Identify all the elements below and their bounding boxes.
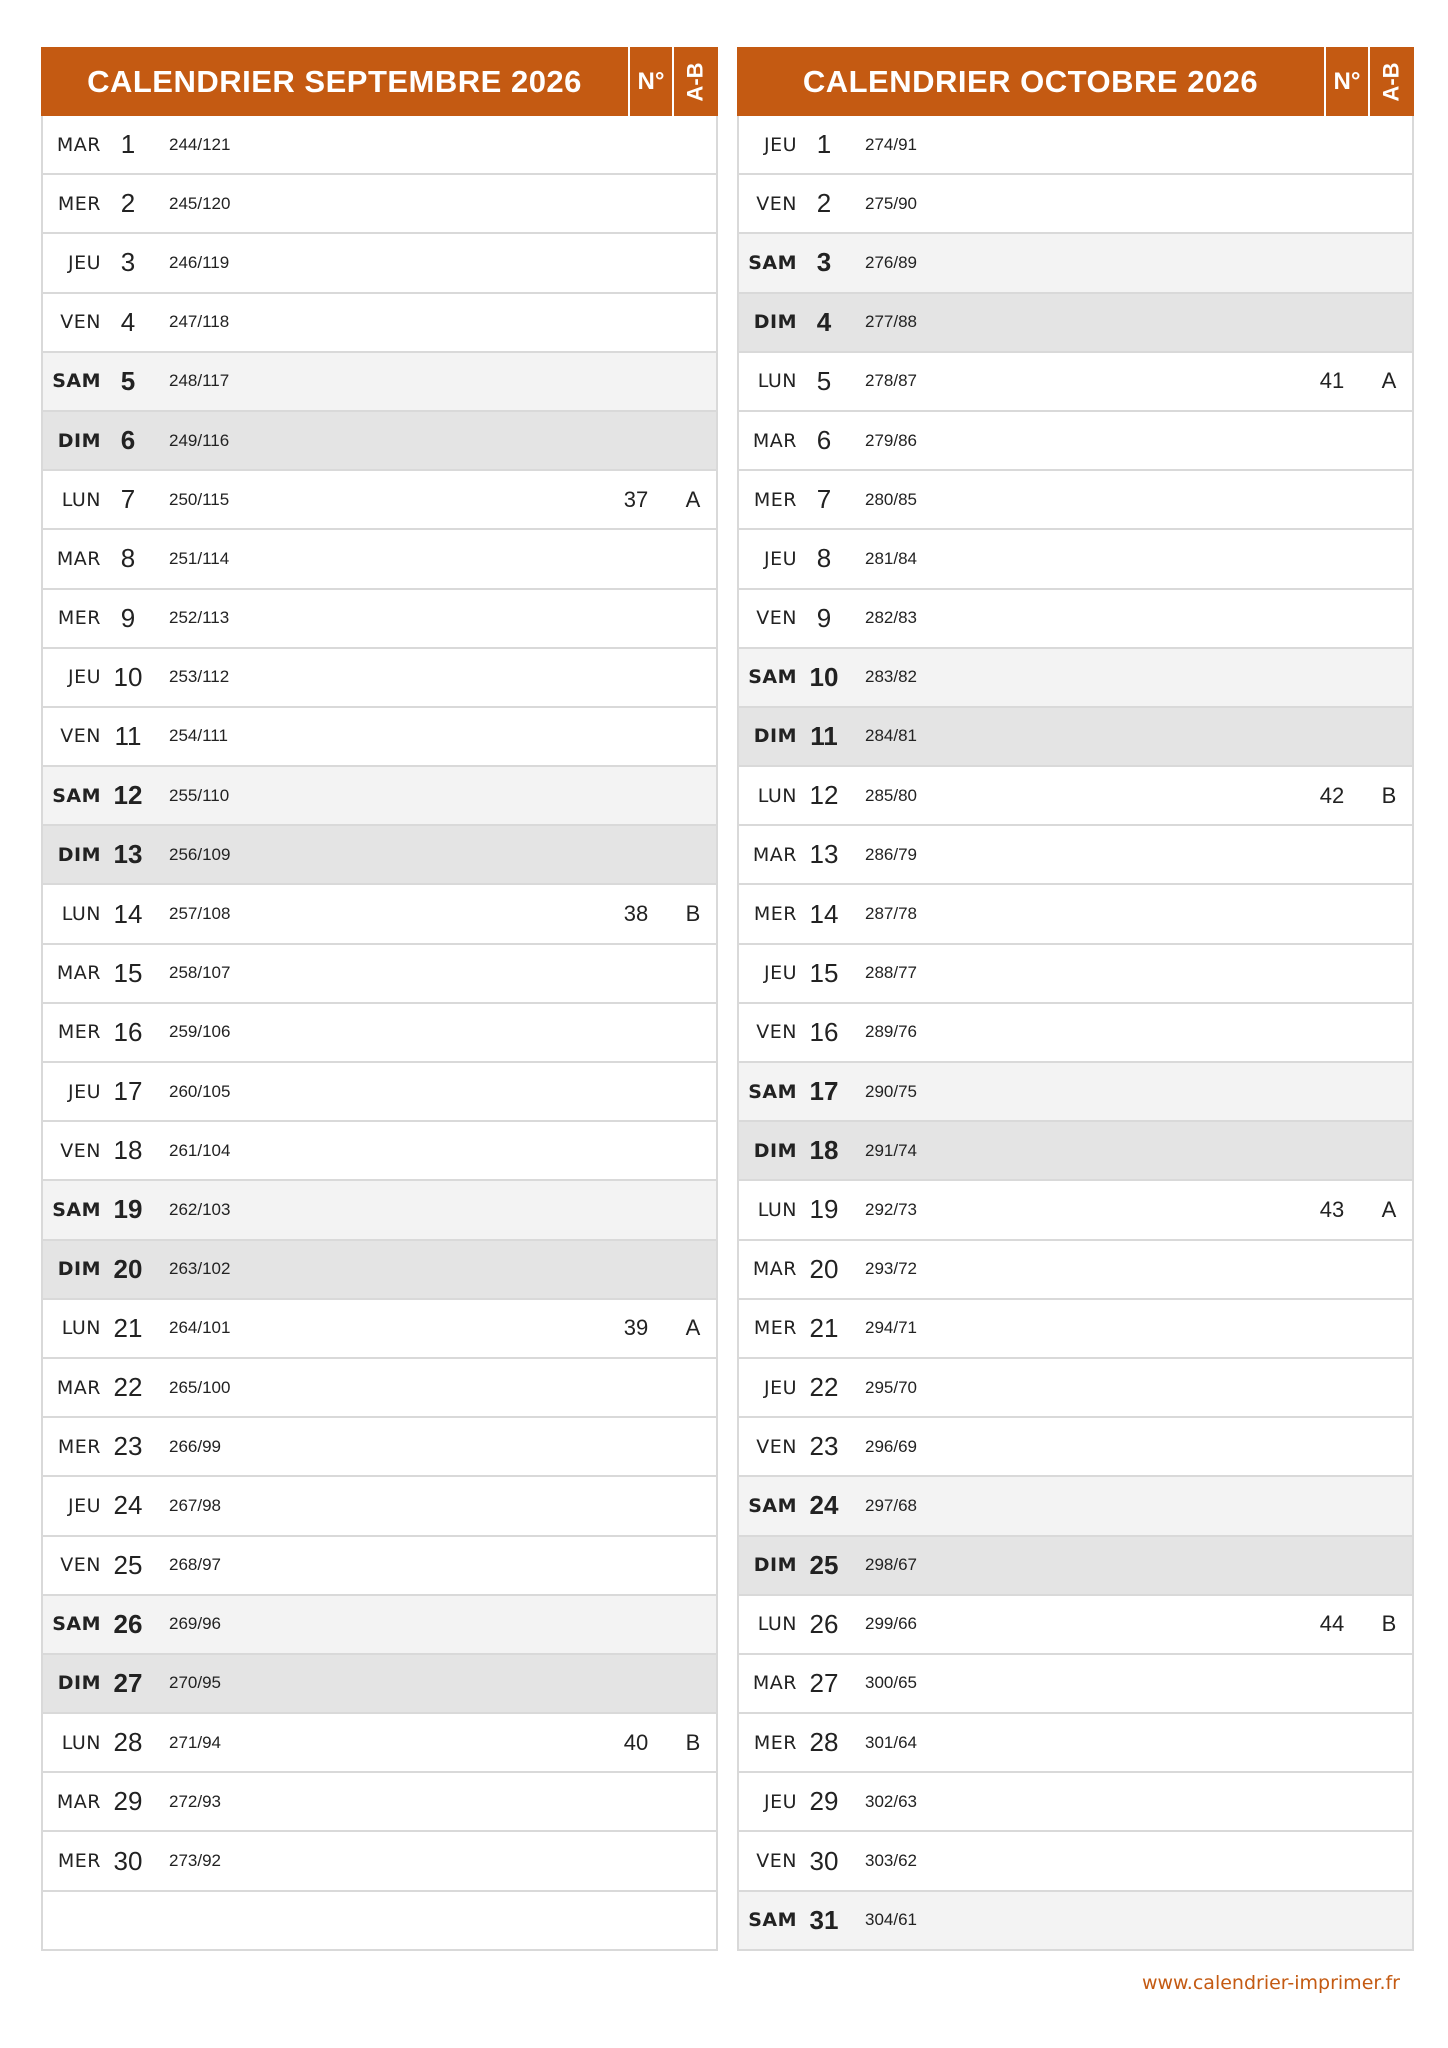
day-row [43,945,716,1004]
day-number: 9 [816,602,832,633]
day-number: 29 [113,1786,143,1817]
weekday-label: MER [57,1850,101,1873]
day-row [43,1892,716,1951]
day-number: 17 [113,1076,143,1107]
week-number: 41 [1319,368,1345,394]
day-row [43,1832,716,1891]
day-of-year: 263/102 [169,1259,231,1279]
weekday-label: VEN [756,1850,797,1873]
day-row [739,530,1412,589]
day-number: 27 [809,1667,839,1698]
day-row [739,1596,1412,1655]
weekday-label: LUN [61,488,101,511]
day-number: 11 [114,720,142,751]
day-row [739,1655,1412,1714]
weekday-label: VEN [756,192,797,215]
weekday-label: MER [57,1435,101,1458]
day-of-year: 249/116 [169,430,230,450]
day-row [739,412,1412,471]
day-row [43,1004,716,1063]
day-number: 7 [120,484,136,515]
weekday-label: LUN [757,370,797,393]
day-row [43,1359,716,1418]
calendar-title: CALENDRIER OCTOBRE 2026 [802,63,1259,99]
day-of-year: 254/111 [169,726,228,746]
day-row [739,1359,1412,1418]
day-of-year: 248/117 [169,371,230,391]
day-number: 24 [809,1490,839,1521]
day-number: 17 [809,1076,839,1107]
day-of-year: 246/119 [169,252,230,272]
day-row [43,412,716,471]
day-of-year: 280/85 [865,489,917,509]
weekday-label: VEN [756,607,797,630]
ab-week: B [1381,782,1397,808]
day-of-year: 281/84 [865,548,917,568]
weekday-label: LUN [61,1731,101,1754]
day-of-year: 282/83 [865,608,917,628]
weekday-label: JEU [763,1790,797,1813]
day-rows [737,116,1414,1951]
weekday-label: SAM [748,666,797,689]
day-number: 16 [809,1016,839,1047]
day-row [739,1773,1412,1832]
weekday-label: MAR [56,1376,101,1399]
ab-week: B [685,901,701,927]
ab-week: A [1381,368,1397,394]
day-row [43,1181,716,1240]
day-number: 12 [809,780,839,811]
day-number: 12 [113,780,143,811]
day-number: 28 [809,1727,839,1758]
weekday-label: DIM [753,311,797,334]
day-of-year: 255/110 [169,785,230,805]
weekday-label: JEU [763,547,797,570]
weekday-label: MER [753,488,797,511]
weekday-label: LUN [61,903,101,926]
day-row [43,708,716,767]
day-number: 6 [120,425,136,456]
day-row [739,1892,1412,1951]
day-rows [41,116,718,1951]
day-row [739,234,1412,293]
weekday-label: MAR [752,1258,797,1281]
day-row [43,649,716,708]
day-of-year: 273/92 [169,1851,221,1871]
weekday-label: MER [753,1731,797,1754]
day-number: 2 [816,188,832,219]
weekday-label: JEU [763,133,797,156]
day-number: 3 [120,247,136,278]
day-number: 26 [809,1608,839,1639]
day-row [739,708,1412,767]
day-row [739,1181,1412,1240]
weekday-label: SAM [748,251,797,274]
weekday-label: MER [57,607,101,630]
day-row [43,471,716,530]
day-row [739,294,1412,353]
weekday-label: DIM [57,1258,101,1281]
weekday-label: MAR [56,962,101,985]
day-number: 10 [809,661,839,692]
day-of-year: 267/98 [169,1495,221,1515]
weekday-label: MAR [752,429,797,452]
day-row [43,530,716,589]
day-row [43,1122,716,1181]
weekday-label: DIM [57,843,101,866]
day-number: 8 [120,543,136,574]
day-row [43,116,716,175]
day-of-year: 265/100 [169,1377,231,1397]
weekday-label: MAR [56,547,101,570]
day-row [43,294,716,353]
day-row [739,826,1412,885]
day-number: 30 [809,1845,839,1876]
day-number: 19 [113,1194,143,1225]
day-of-year: 300/65 [865,1673,917,1693]
day-row [739,116,1412,175]
day-of-year: 259/106 [169,1022,231,1042]
calendar-header [41,47,718,116]
day-row [739,1537,1412,1596]
day-row [739,1832,1412,1891]
day-row [739,767,1412,826]
weekday-label: VEN [60,311,101,334]
weekday-label: MAR [56,133,101,156]
week-number: 39 [623,1315,649,1341]
day-number: 28 [113,1727,143,1758]
ab-week: A [685,1315,701,1341]
day-of-year: 303/62 [865,1851,917,1871]
day-row [739,175,1412,234]
weekday-label: MAR [752,843,797,866]
day-of-year: 250/115 [169,489,230,509]
day-number: 25 [809,1549,839,1580]
weekday-label: SAM [748,1909,797,1932]
day-row [739,1004,1412,1063]
day-of-year: 285/80 [865,785,917,805]
day-of-year: 268/97 [169,1555,221,1575]
week-number: 43 [1319,1196,1345,1222]
day-number: 25 [113,1549,143,1580]
weekday-label: SAM [52,1613,101,1636]
day-number: 20 [809,1253,839,1284]
day-of-year: 294/71 [865,1318,917,1338]
day-of-year: 276/89 [865,252,917,272]
day-number: 20 [113,1253,143,1284]
day-number: 18 [809,1135,839,1166]
weekday-label: MER [753,1317,797,1340]
day-of-year: 271/94 [169,1732,221,1752]
day-of-year: 278/87 [865,371,917,391]
day-row [739,1241,1412,1300]
day-row [43,234,716,293]
day-number: 21 [809,1312,839,1343]
day-row [43,1063,716,1122]
weekday-label: VEN [60,725,101,748]
day-number: 13 [809,839,839,870]
week-number-column-header: N° [628,47,672,116]
day-of-year: 287/78 [865,904,917,924]
weekday-label: SAM [52,784,101,807]
day-number: 13 [113,839,143,870]
day-number: 14 [113,898,143,929]
day-of-year: 253/112 [169,667,230,687]
day-row [43,1300,716,1359]
day-row [43,1241,716,1300]
day-of-year: 295/70 [865,1377,917,1397]
day-number: 30 [113,1845,143,1876]
day-number: 1 [120,129,136,160]
day-number: 14 [809,898,839,929]
day-of-year: 262/103 [169,1199,231,1219]
day-row [43,1655,716,1714]
week-number-column-header: N° [1324,47,1368,116]
weekday-label: JEU [67,251,101,274]
day-number: 18 [113,1135,143,1166]
day-of-year: 292/73 [865,1199,917,1219]
day-of-year: 279/86 [865,430,917,450]
day-of-year: 290/75 [865,1081,917,1101]
day-number: 19 [809,1194,839,1225]
day-row [739,945,1412,1004]
day-row [43,1418,716,1477]
day-of-year: 260/105 [169,1081,231,1101]
day-of-year: 269/96 [169,1614,221,1634]
day-number: 26 [113,1608,143,1639]
day-row [43,767,716,826]
weekday-label: SAM [748,1080,797,1103]
week-number: 44 [1319,1611,1345,1637]
day-number: 23 [809,1431,839,1462]
weekday-label: MER [57,192,101,215]
day-of-year: 286/79 [865,844,917,864]
day-of-year: 244/121 [169,134,231,154]
day-row [739,885,1412,944]
day-row [43,885,716,944]
footer-url[interactable]: www.calendrier-imprimer.fr [1141,1972,1400,1994]
day-number: 3 [816,247,832,278]
weekday-label: LUN [61,1317,101,1340]
ab-week-column-header: A-B [1368,47,1414,116]
day-row [739,1122,1412,1181]
day-number: 15 [113,957,143,988]
day-of-year: 251/114 [169,548,230,568]
weekday-label: SAM [52,370,101,393]
weekday-label: MER [57,1021,101,1044]
weekday-label: MAR [56,1790,101,1813]
day-of-year: 293/72 [865,1259,917,1279]
day-number: 11 [810,720,838,751]
weekday-label: JEU [763,1376,797,1399]
weekday-label: MAR [752,1672,797,1695]
day-row [43,353,716,412]
calendar-header [737,47,1414,116]
day-of-year: 296/69 [865,1436,917,1456]
weekday-label: JEU [67,666,101,689]
weekday-label: DIM [753,725,797,748]
weekday-label: DIM [57,1672,101,1695]
day-of-year: 261/104 [169,1140,231,1160]
day-row [43,1773,716,1832]
day-of-year: 288/77 [865,963,917,983]
day-of-year: 291/74 [865,1140,917,1160]
weekday-label: LUN [757,1613,797,1636]
day-row [739,1063,1412,1122]
day-of-year: 266/99 [169,1436,221,1456]
day-of-year: 256/109 [169,844,231,864]
day-row [43,1477,716,1536]
ab-week: B [685,1729,701,1755]
day-number: 1 [816,129,832,160]
weekday-label: VEN [756,1435,797,1458]
weekday-label: LUN [757,784,797,807]
day-number: 4 [120,306,136,337]
day-of-year: 252/113 [169,608,230,628]
ab-week-column-header: A-B [672,47,718,116]
day-of-year: 270/95 [169,1673,221,1693]
day-row [739,471,1412,530]
day-row [43,1596,716,1655]
weekday-label: SAM [748,1494,797,1517]
day-number: 22 [809,1372,839,1403]
calendar-october [737,47,1414,1951]
weekday-label: VEN [60,1554,101,1577]
day-row [739,590,1412,649]
ab-week: A [685,486,701,512]
day-number: 16 [113,1016,143,1047]
day-row [43,1714,716,1773]
day-number: 22 [113,1372,143,1403]
ab-week: B [1381,1611,1397,1637]
weekday-label: VEN [756,1021,797,1044]
weekday-label: DIM [753,1139,797,1162]
week-number: 40 [623,1729,649,1755]
day-row [739,1477,1412,1536]
day-of-year: 283/82 [865,667,917,687]
weekday-label: MER [753,903,797,926]
weekday-label: JEU [67,1080,101,1103]
day-number: 4 [816,306,832,337]
day-number: 23 [113,1431,143,1462]
day-row [739,1300,1412,1359]
day-row [739,1714,1412,1773]
day-number: 21 [113,1312,143,1343]
day-of-year: 298/67 [865,1555,917,1575]
day-of-year: 275/90 [865,193,917,213]
week-number: 37 [623,486,649,512]
day-number: 31 [809,1904,839,1935]
day-of-year: 299/66 [865,1614,917,1634]
week-number: 42 [1319,782,1345,808]
day-of-year: 277/88 [865,312,917,332]
day-number: 15 [809,957,839,988]
day-number: 8 [816,543,832,574]
day-row [739,1418,1412,1477]
day-of-year: 284/81 [865,726,917,746]
weekday-label: VEN [60,1139,101,1162]
calendar-september [41,47,718,1951]
weekday-label: SAM [52,1198,101,1221]
day-row [43,826,716,885]
weekday-label: JEU [67,1494,101,1517]
day-of-year: 258/107 [169,963,231,983]
day-number: 6 [816,425,832,456]
day-row [43,175,716,234]
day-row [43,1537,716,1596]
day-of-year: 247/118 [169,312,230,332]
day-of-year: 304/61 [865,1910,917,1930]
weekday-label: DIM [57,429,101,452]
weekday-label: DIM [753,1554,797,1577]
day-number: 7 [816,484,832,515]
day-number: 10 [113,661,143,692]
day-of-year: 264/101 [169,1318,231,1338]
day-of-year: 289/76 [865,1022,917,1042]
day-number: 24 [113,1490,143,1521]
day-number: 29 [809,1786,839,1817]
day-of-year: 245/120 [169,193,231,213]
day-of-year: 297/68 [865,1495,917,1515]
day-row [739,649,1412,708]
ab-week: A [1381,1196,1397,1222]
day-number: 5 [816,365,832,396]
day-row [739,353,1412,412]
day-of-year: 257/108 [169,904,231,924]
week-number: 38 [623,901,649,927]
day-number: 5 [120,365,136,396]
day-of-year: 301/64 [865,1732,917,1752]
day-of-year: 272/93 [169,1791,221,1811]
day-number: 9 [120,602,136,633]
weekday-label: LUN [757,1198,797,1221]
day-number: 27 [113,1667,143,1698]
calendar-title: CALENDRIER SEPTEMBRE 2026 [87,63,582,99]
weekday-label: JEU [763,962,797,985]
day-of-year: 302/63 [865,1791,917,1811]
day-of-year: 274/91 [865,134,917,154]
day-row [43,590,716,649]
day-number: 2 [120,188,136,219]
